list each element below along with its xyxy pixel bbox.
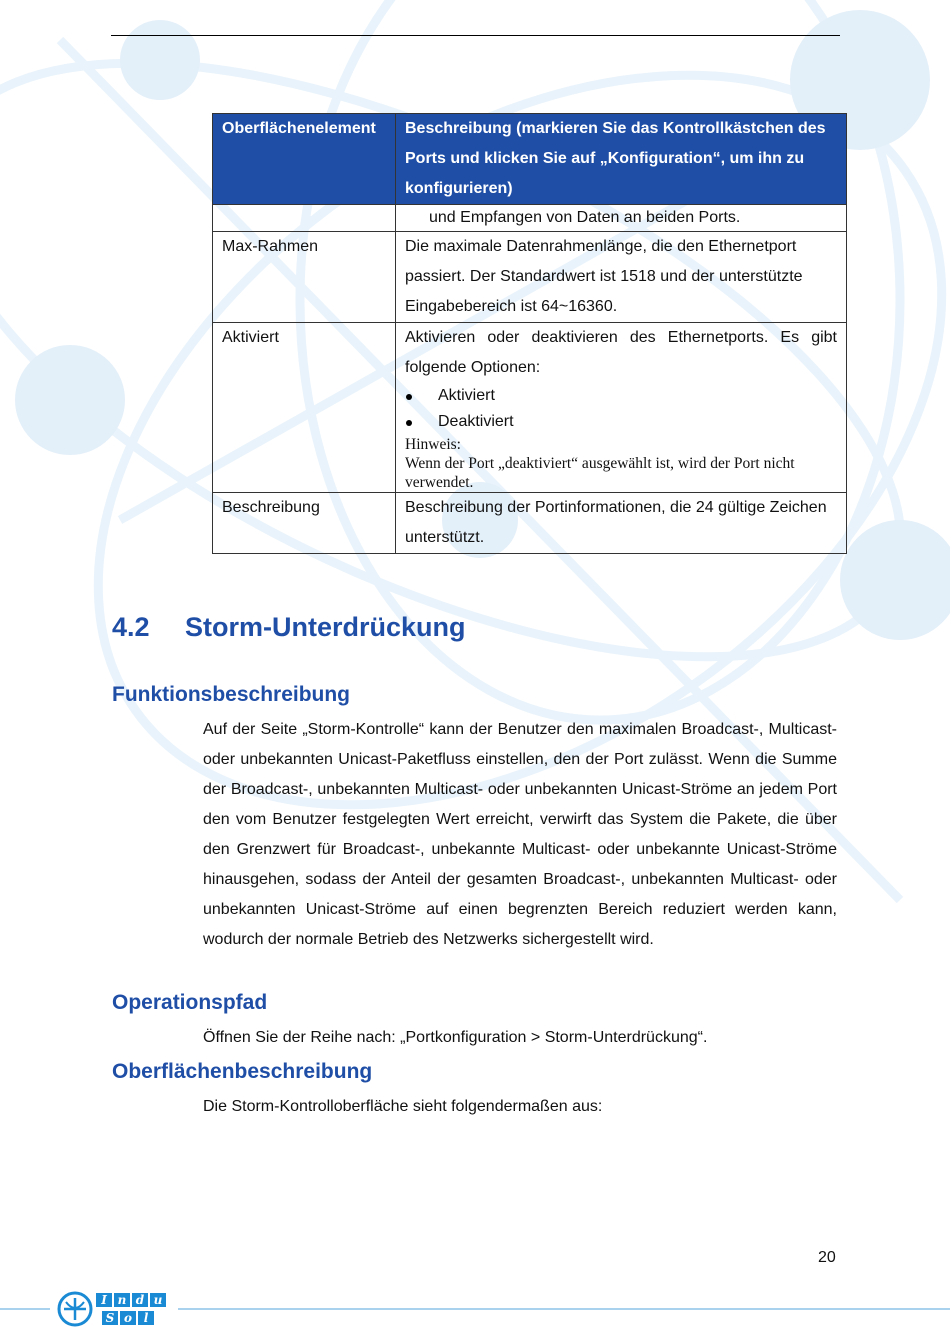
page-number: 20	[818, 1249, 836, 1266]
section-title: Storm-Unterdrückung	[185, 612, 466, 642]
table-row	[213, 323, 847, 493]
indusol-logo	[56, 1290, 171, 1330]
table-row	[213, 493, 847, 554]
logo-letter: I	[101, 1293, 107, 1307]
description-text: Aktivieren oder deaktivieren des Ethernetports. Es gibt folgende Optionen:	[405, 329, 837, 376]
logo-letter: o	[123, 1311, 133, 1325]
logo-letter: d	[135, 1293, 145, 1307]
table-cell-name: Beschreibung	[213, 493, 396, 554]
footer-line-left	[0, 1308, 50, 1310]
table-cell-continuation	[396, 205, 847, 232]
continuation-text: und Empfangen von Daten an beiden Ports.	[429, 209, 741, 226]
options-list	[405, 383, 837, 435]
table-row	[213, 205, 847, 232]
function-heading: Funktionsbeschreibung	[112, 683, 351, 706]
note-text: Wenn der Port „deaktiviert“ ausgewählt ist, wird der Port nicht verwendet.	[405, 455, 795, 491]
section-heading	[112, 612, 466, 643]
table-cell-name: Max-Rahmen	[213, 232, 396, 323]
logo-letter: S	[105, 1311, 115, 1325]
footer-line-right	[178, 1308, 950, 1310]
path-paragraph: Öffnen Sie der Reihe nach: „Portkonfiguration > Storm-Unterdrückung“.	[203, 1029, 708, 1046]
logo-letter: u	[153, 1293, 163, 1307]
table-header-row	[213, 114, 847, 205]
table-cell-empty	[213, 205, 396, 232]
path-heading: Operationspfad	[112, 991, 268, 1014]
table-cell-name: Aktiviert	[213, 323, 396, 493]
ui-description-heading: Oberflächenbeschreibung	[112, 1060, 373, 1083]
function-paragraph: Auf der Seite „Storm-Kontrolle“ kann der Benutzer den maximalen Broadcast-, Multicast- oder unbekannten Unicast-Paketfluss einstellen, den der Port zulässt. Wenn die Summe der Broadcast-, unbekannten Multicast- oder unbekannten Unicast-Ströme an jedem Port den vom Benutzer festgelegten Wert erreicht, verwirft das System die Pakete, die über den Grenzwert für Broadcast-, unbekannte Multicast- oder unbekannte Unicast-Ströme hinausgehen, sodass der Anteil der gesamten Broadcast-, unbekannten Multicast- oder unbekannten Unicast-Ströme auf einen begrenzten Bereich reduziert werden kann, wodurch der normale Betrieb des Netzwerks sichergestellt wird.	[203, 721, 837, 948]
table-cell-description: Beschreibung der Portinformationen, die 24 gültige Zeichen unterstützt.	[396, 493, 847, 554]
header-description-column: Beschreibung (markieren Sie das Kontrollkästchen des Ports und klicken Sie auf „Konfiguration“, um ihn zu konfigurieren)	[396, 114, 847, 205]
list-item: Aktiviert	[405, 383, 837, 409]
logo-emblem-icon	[59, 1293, 91, 1325]
header-element-column: Oberflächenelement	[213, 114, 396, 205]
section-number: 4.2	[112, 612, 150, 642]
table-cell-description: Die maximale Datenrahmenlänge, die den Ethernetport passiert. Der Standardwert ist 1518 und der unterstützte Eingabebereich ist 64~16360.	[396, 232, 847, 323]
note-label: Hinweis:	[405, 436, 461, 453]
ui-description-paragraph: Die Storm-Kontrolloberfläche sieht folgendermaßen aus:	[203, 1098, 603, 1115]
interface-element-table	[212, 113, 847, 554]
list-item: Deaktiviert	[405, 409, 837, 435]
logo-letter: n	[117, 1293, 127, 1307]
logo-letter: l	[143, 1311, 149, 1325]
table-cell-description	[396, 323, 847, 493]
top-rule	[111, 35, 840, 36]
table-row	[213, 232, 847, 323]
